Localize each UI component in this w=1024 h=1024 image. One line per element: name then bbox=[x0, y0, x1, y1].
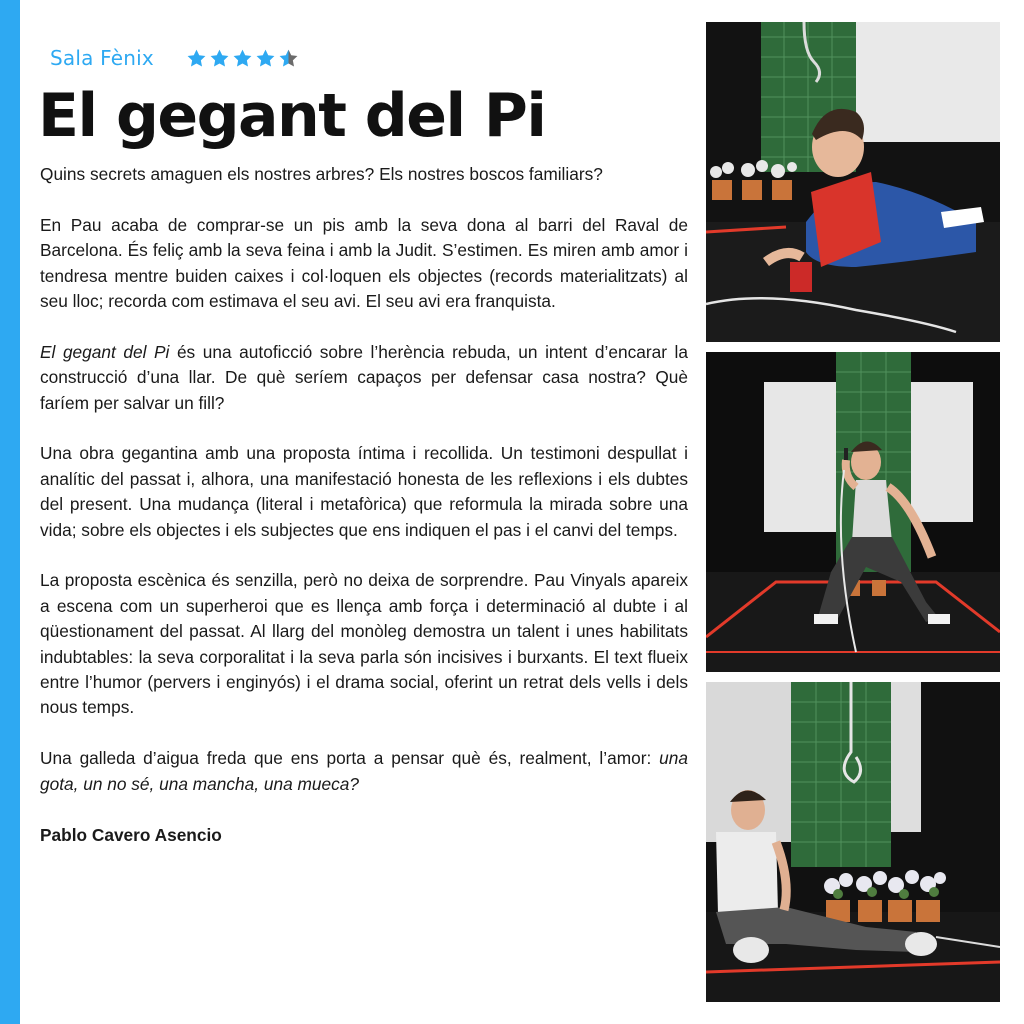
stage-photo-sitting bbox=[706, 682, 1000, 1002]
stage-photo-superhero bbox=[706, 22, 1000, 342]
play-title-italic: El gegant del Pi bbox=[40, 341, 170, 362]
paragraph-staging: La proposta escènica és senzilla, però no deixa de sorprendre. Pau Vinyals apareix a escena com un superheroi que es llença amb força i determinació al dubte i al qüestionament del passat. Al llarg del monòleg demostra un talent i unes habilitats indubtables: la seva corporalitat i la seva parla són incisives i burxants. El text flueix entre l’humor (pervers i enginyós) i el drama social, oferint un retrat dels vells i dels nous temps. bbox=[40, 570, 688, 718]
paragraph-closing-text: Una galleda d’aigua freda que ens porta a pensar què és, realment, l’amor: bbox=[40, 748, 660, 769]
paragraph-intro: Quins secrets amaguen els nostres arbres? Els nostres boscos familiars? bbox=[40, 164, 603, 184]
paragraph-autofiction bbox=[40, 340, 688, 416]
star-rating bbox=[186, 48, 301, 69]
paragraph-closing bbox=[40, 746, 688, 797]
star-icon bbox=[232, 48, 253, 69]
paragraph-autofiction-text: és una autoficció sobre l’herència rebuda, un intent d’encarar la construcció d’una llar. De què seríem capaços per defensar casa nostra? Què faríem per salvar un fill? bbox=[40, 341, 688, 413]
venue-name: Sala Fènix bbox=[50, 46, 154, 70]
half-star-icon bbox=[278, 48, 299, 69]
page-title: El gegant del Pi bbox=[38, 81, 546, 151]
paragraph-work: Una obra gegantina amb una proposta íntima i recollida. Un testimoni despullat i analític del passat i, alhora, una manifestació honesta de les reflexions i els dubtes del present. Una mudança (literal i metafòrica) que reformula la mirada sobre una vida; sobre els objectes i els subjectes que ens indiquen el pas i el canvi del temps. bbox=[40, 443, 688, 540]
paragraph-plot: En Pau acaba de comprar-se un pis amb la seva dona al barri del Raval de Barcelona. És feliç amb la seva feina i amb la Judit. S’estimen. Es miren amb amor i tendresa mentre buiden caixes i col·loquen els objectes (records materialitzats) al seu lloc; recorda com estimava el seu avi. El seu avi era franquista. bbox=[40, 214, 688, 312]
star-icon bbox=[186, 48, 207, 69]
star-icon bbox=[209, 48, 230, 69]
review-header bbox=[50, 44, 301, 72]
accent-side-bar bbox=[0, 0, 20, 1024]
star-icon bbox=[255, 48, 276, 69]
stage-photo-microphone bbox=[706, 352, 1000, 672]
review-body bbox=[40, 162, 688, 848]
closing-quote-italic: una gota, un no sé, una mancha, una mueca? bbox=[40, 748, 688, 794]
author-name: Pablo Cavero Asencio bbox=[40, 825, 222, 846]
